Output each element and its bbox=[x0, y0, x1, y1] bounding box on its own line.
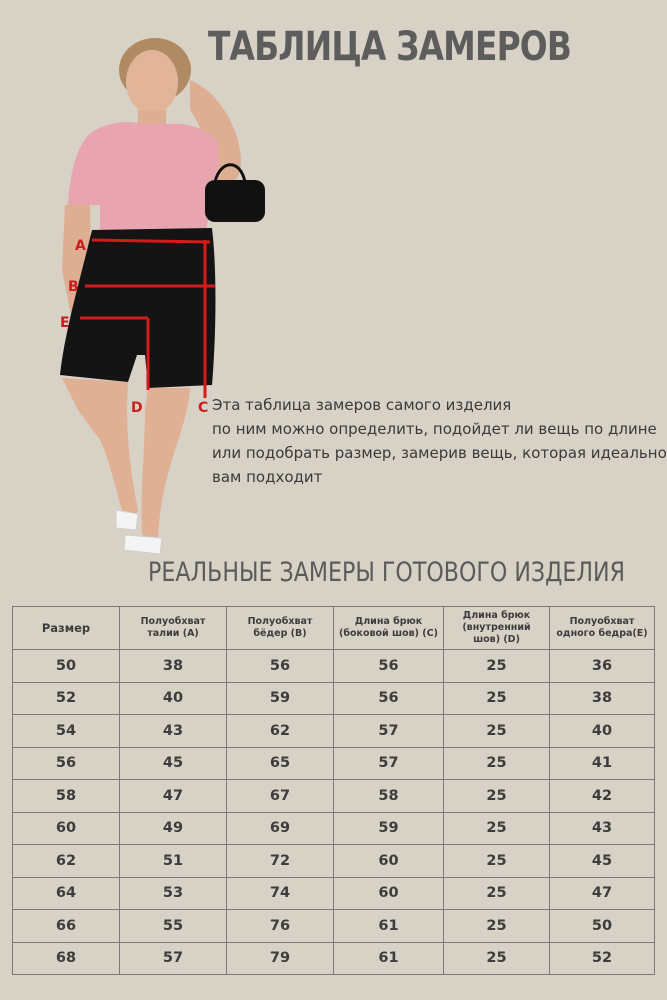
table-header-cell bbox=[334, 607, 444, 650]
measure-cell: 59 bbox=[334, 812, 444, 845]
measure-cell: 25 bbox=[444, 780, 550, 813]
measure-cell: 72 bbox=[227, 845, 334, 878]
measure-cell: 38 bbox=[120, 650, 227, 683]
table-header-text: Полуобхват bbox=[569, 616, 635, 627]
measure-cell: 51 bbox=[120, 845, 227, 878]
measure-cell: 47 bbox=[120, 780, 227, 813]
measure-cell: 56 bbox=[334, 650, 444, 683]
measure-cell: 25 bbox=[444, 877, 550, 910]
measure-cell: 40 bbox=[120, 682, 227, 715]
table-header-text: талии (A) bbox=[147, 628, 199, 639]
table-body bbox=[13, 650, 655, 975]
model-handbag bbox=[205, 180, 265, 222]
measure-label-b: B bbox=[68, 279, 79, 295]
measure-cell: 67 bbox=[227, 780, 334, 813]
table-row bbox=[13, 812, 655, 845]
description-line: или подобрать размер, замерив вещь, которая идеально bbox=[212, 444, 667, 462]
measure-cell: 42 bbox=[550, 780, 655, 813]
description bbox=[212, 393, 667, 489]
table-header-text: Размер bbox=[41, 621, 91, 635]
table-row bbox=[13, 910, 655, 943]
measure-line-waist bbox=[92, 240, 210, 242]
measure-cell: 25 bbox=[444, 942, 550, 975]
measure-cell: 43 bbox=[550, 812, 655, 845]
table-row bbox=[13, 942, 655, 975]
size-cell: 62 bbox=[13, 845, 120, 878]
measure-cell: 38 bbox=[550, 682, 655, 715]
measure-label-e: E bbox=[60, 315, 70, 331]
measure-cell: 65 bbox=[227, 747, 334, 780]
model-shirt bbox=[68, 122, 220, 235]
measure-cell: 61 bbox=[334, 942, 444, 975]
measure-cell: 25 bbox=[444, 650, 550, 683]
measure-label-c: C bbox=[198, 400, 209, 416]
table-header-text: одного бедра(E) bbox=[556, 628, 648, 639]
measure-cell: 41 bbox=[550, 747, 655, 780]
table-header-text: бёдер (B) bbox=[253, 628, 307, 639]
table-row bbox=[13, 845, 655, 878]
size-table bbox=[12, 606, 655, 975]
measure-cell: 57 bbox=[334, 715, 444, 748]
measure-cell: 53 bbox=[120, 877, 227, 910]
measure-label-a: A bbox=[75, 238, 86, 254]
measure-cell: 61 bbox=[334, 910, 444, 943]
table-header-text: Длина брюк bbox=[354, 616, 423, 627]
size-cell: 58 bbox=[13, 780, 120, 813]
measure-cell: 45 bbox=[550, 845, 655, 878]
measure-cell: 43 bbox=[120, 715, 227, 748]
measure-cell: 56 bbox=[334, 682, 444, 715]
table-header-cell bbox=[120, 607, 227, 650]
measure-cell: 55 bbox=[120, 910, 227, 943]
size-cell: 56 bbox=[13, 747, 120, 780]
measure-cell: 60 bbox=[334, 845, 444, 878]
measure-cell: 57 bbox=[120, 942, 227, 975]
measure-cell: 74 bbox=[227, 877, 334, 910]
description-line: по ним можно определить, подойдет ли вещь по длине bbox=[212, 420, 657, 438]
measure-cell: 52 bbox=[550, 942, 655, 975]
measure-cell: 60 bbox=[334, 877, 444, 910]
description-line: Эта таблица замеров самого изделия bbox=[212, 396, 512, 414]
measure-cell: 49 bbox=[120, 812, 227, 845]
measure-cell: 25 bbox=[444, 747, 550, 780]
table-row bbox=[13, 715, 655, 748]
measure-cell: 40 bbox=[550, 715, 655, 748]
measure-cell: 69 bbox=[227, 812, 334, 845]
measure-cell: 25 bbox=[444, 682, 550, 715]
measure-cell: 45 bbox=[120, 747, 227, 780]
measure-cell: 25 bbox=[444, 715, 550, 748]
table-header-text: (боковой шов) (C) bbox=[339, 628, 438, 639]
size-cell: 60 bbox=[13, 812, 120, 845]
model-head bbox=[126, 50, 178, 114]
table-header-cell bbox=[227, 607, 334, 650]
table-header-text: шов) (D) bbox=[473, 634, 520, 645]
size-cell: 54 bbox=[13, 715, 120, 748]
size-cell: 52 bbox=[13, 682, 120, 715]
table-header-text: Полуобхват bbox=[140, 616, 206, 627]
description-line: вам подходит bbox=[212, 468, 323, 486]
table-header-text: Длина брюк bbox=[462, 610, 531, 621]
measure-cell: 56 bbox=[227, 650, 334, 683]
table-header-row bbox=[13, 607, 655, 650]
measure-cell: 25 bbox=[444, 910, 550, 943]
table-header-cell bbox=[444, 607, 550, 650]
table-row bbox=[13, 747, 655, 780]
measure-cell: 62 bbox=[227, 715, 334, 748]
measure-cell: 25 bbox=[444, 812, 550, 845]
table-row bbox=[13, 650, 655, 683]
size-cell: 50 bbox=[13, 650, 120, 683]
measure-label-d: D bbox=[131, 400, 143, 416]
table-row bbox=[13, 780, 655, 813]
measure-cell: 25 bbox=[444, 845, 550, 878]
table-header-cell bbox=[550, 607, 655, 650]
page-title: ТАБЛИЦА ЗАМЕРОВ bbox=[208, 24, 572, 70]
table-header-cell bbox=[13, 607, 120, 650]
table-header-text: Полуобхват bbox=[247, 616, 313, 627]
measure-cell: 36 bbox=[550, 650, 655, 683]
measure-cell: 50 bbox=[550, 910, 655, 943]
measure-cell: 58 bbox=[334, 780, 444, 813]
size-cell: 64 bbox=[13, 877, 120, 910]
size-cell: 66 bbox=[13, 910, 120, 943]
measure-cell: 79 bbox=[227, 942, 334, 975]
table-header-text: (внутренний bbox=[462, 622, 531, 633]
measure-cell: 57 bbox=[334, 747, 444, 780]
measure-cell: 76 bbox=[227, 910, 334, 943]
measure-cell: 47 bbox=[550, 877, 655, 910]
table-row bbox=[13, 682, 655, 715]
size-cell: 68 bbox=[13, 942, 120, 975]
table-row bbox=[13, 877, 655, 910]
measure-cell: 59 bbox=[227, 682, 334, 715]
table-subtitle: РЕАЛЬНЫЕ ЗАМЕРЫ ГОТОВОГО ИЗДЕЛИЯ bbox=[148, 557, 625, 588]
